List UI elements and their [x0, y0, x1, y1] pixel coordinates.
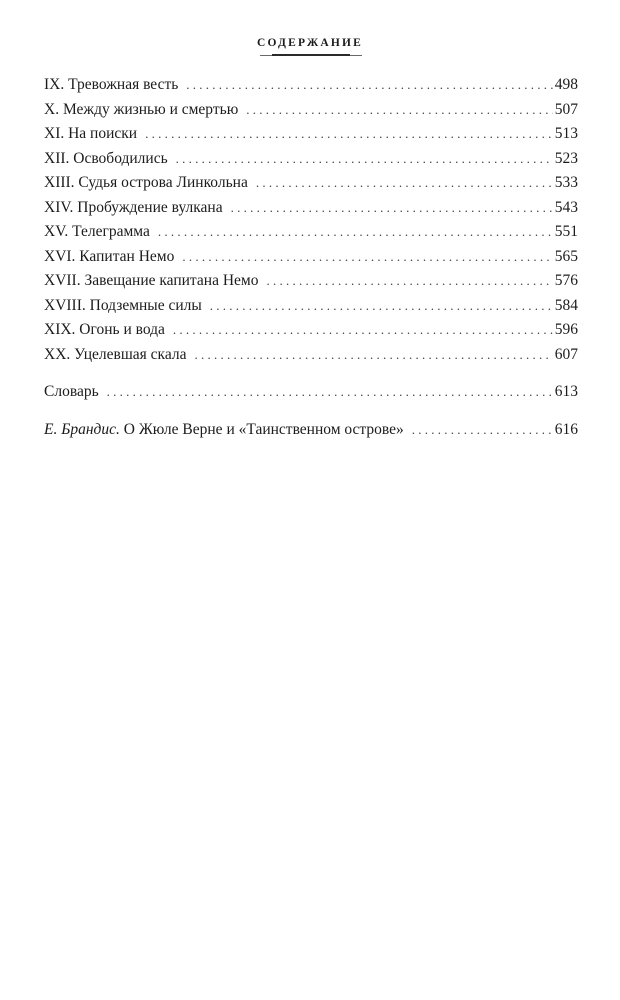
toc-entry-page: 596: [554, 321, 578, 339]
dot-leader: [186, 73, 552, 98]
toc-entry: [44, 98, 578, 123]
toc-entry: [44, 318, 578, 343]
toc-entry: [44, 73, 578, 98]
toc-entry-page: 498: [554, 76, 578, 93]
dot-leader: [246, 98, 552, 123]
toc-entry-title: XIII. Судья острова Линкольна: [44, 174, 248, 192]
dot-leader: [173, 318, 553, 343]
header-ornament-rule: [272, 54, 350, 56]
toc-entry-title: X. Между жизнью и смертью: [44, 100, 239, 118]
toc-entry-page: 613: [554, 382, 578, 400]
dot-leader: [266, 269, 552, 294]
section-spacer: [44, 404, 578, 418]
toc-entry-title: XV. Телеграмма: [44, 223, 150, 241]
toc-entry-glossary: [44, 380, 578, 405]
chapter-list: [44, 73, 578, 368]
afterword-author: Е. Брандис.: [44, 421, 120, 439]
toc-entry-page: 616: [554, 421, 578, 439]
dot-leader: [182, 245, 552, 270]
toc-entry-title: XVIII. Подземные силы: [44, 296, 202, 314]
dot-leader: [210, 294, 553, 319]
page-header: [0, 33, 620, 51]
toc-entry-page: 523: [554, 149, 578, 167]
toc-entry-page: 533: [554, 174, 578, 192]
toc-entry-title: Словарь: [44, 382, 99, 400]
page-title: СОДЕРЖАНИЕ: [256, 37, 364, 49]
toc-entry: [44, 147, 578, 172]
dot-leader: [231, 196, 553, 221]
toc-entry: [44, 343, 578, 368]
toc-entry-title: XX. Уцелевшая скала: [44, 346, 187, 364]
toc-entry-title: XI. На поиски: [44, 125, 138, 143]
toc-entry: [44, 294, 578, 319]
toc-entry-afterword: [44, 418, 578, 443]
toc-entry: [44, 245, 578, 270]
dot-leader: [412, 418, 553, 443]
dot-leader: [107, 380, 553, 405]
toc-entry: [44, 171, 578, 196]
toc-entry: [44, 220, 578, 245]
toc-entry-page: 507: [554, 100, 578, 118]
toc-entry-title: XII. Освободились: [44, 149, 168, 167]
toc-entry-page: 565: [554, 247, 578, 265]
toc-entry-page: 543: [554, 198, 578, 216]
toc-entry-title: IX. Тревожная весть: [44, 76, 179, 93]
toc-entry-title: XIX. Огонь и вода: [44, 321, 165, 339]
toc-entry: [44, 196, 578, 221]
toc-entry-title: XVII. Завещание капитана Немо: [44, 272, 259, 290]
toc-entry: [44, 269, 578, 294]
toc-entry-page: 584: [554, 296, 578, 314]
dot-leader: [256, 171, 553, 196]
toc-entry-title: [44, 418, 404, 443]
afterword-title: О Жюле Верне и «Таинственном острове»: [119, 421, 404, 439]
toc-entry-page: 576: [554, 272, 578, 290]
toc-entry-page: 551: [554, 223, 578, 241]
toc-entry-page: 513: [554, 125, 578, 143]
toc-entry: [44, 122, 578, 147]
table-of-contents: [44, 73, 578, 443]
toc-entry-title: XVI. Капитан Немо: [44, 247, 175, 265]
dot-leader: [176, 147, 553, 172]
dot-leader: [158, 220, 553, 245]
section-spacer: [44, 368, 578, 380]
toc-entry-page: 607: [554, 346, 578, 364]
toc-entry-title: XIV. Пробуждение вулкана: [44, 198, 223, 216]
dot-leader: [194, 343, 552, 368]
dot-leader: [145, 122, 553, 147]
